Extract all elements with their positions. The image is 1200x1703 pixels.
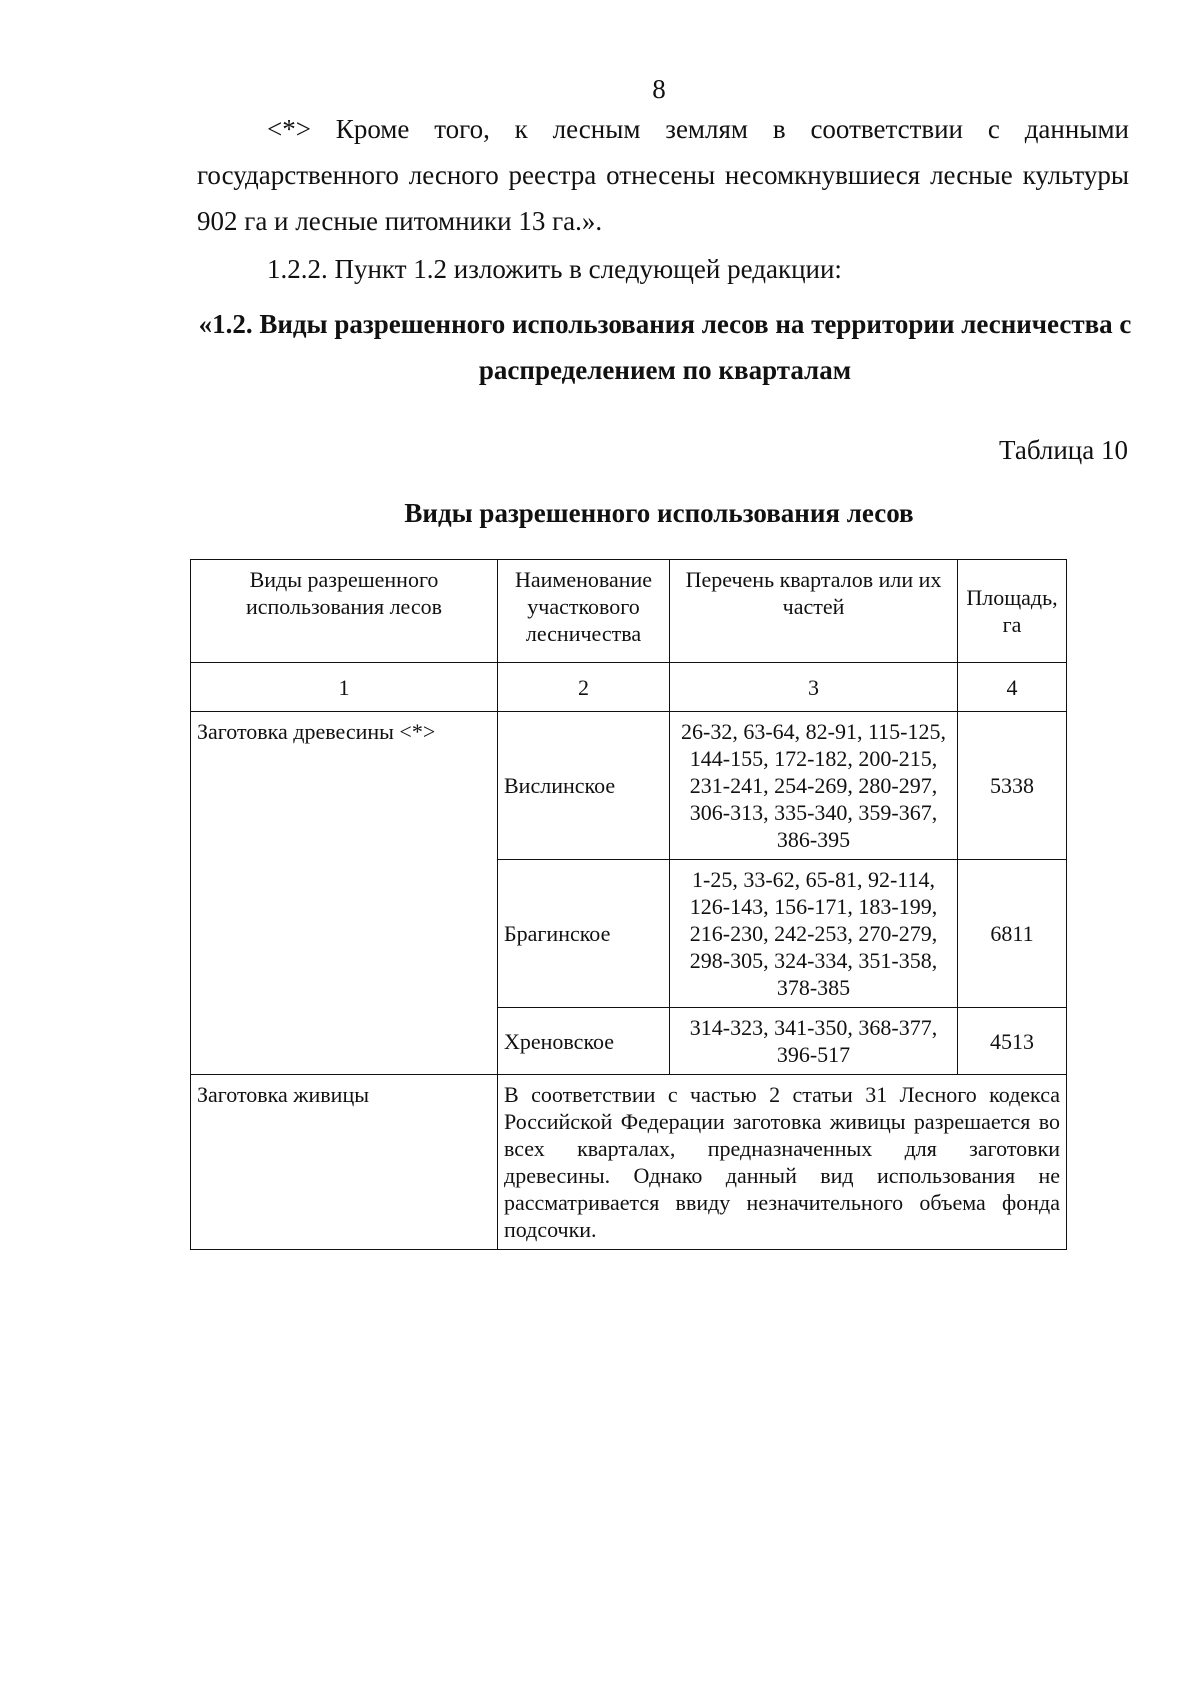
- use-type-cell: Заготовка живицы: [191, 1075, 498, 1250]
- table-number: Таблица 10: [999, 435, 1128, 465]
- forestry-cell: Брагинское: [498, 860, 670, 1008]
- area-cell: 4513: [958, 1008, 1067, 1075]
- header-forestry: Наименование участкового лесничества: [498, 560, 670, 663]
- forestry-cell: Вислинское: [498, 712, 670, 860]
- table-header-row: [191, 560, 1067, 663]
- quarters-cell: 1-25, 33-62, 65-81, 92-114, 126-143, 156-171, 183-199, 216-230, 242-253, 270-279, 298-305, 324-334, 351-358, 378-385: [670, 860, 958, 1008]
- column-number: 1: [191, 663, 498, 712]
- column-number: 4: [958, 663, 1067, 712]
- header-area: Площадь, га: [958, 560, 1067, 663]
- table-title: Виды разрешенного использования лесов: [404, 498, 914, 528]
- use-type-cell: Заготовка древесины <*>: [191, 712, 498, 1075]
- resin-note-cell: В соответствии с частью 2 статьи 31 Лесного кодекса Российской Федерации заготовка живицы разрешается во всех кварталах, предназначенных для заготовки древесины. Однако данный вид использования не рассматривается ввиду незначительного объема фонда подсочки.: [498, 1075, 1067, 1250]
- header-use-type: Виды разрешенного использования лесов: [191, 560, 498, 663]
- column-number: 2: [498, 663, 670, 712]
- column-number: 3: [670, 663, 958, 712]
- quarters-cell: 26-32, 63-64, 82-91, 115-125, 144-155, 172-182, 200-215, 231-241, 254-269, 280-297, 306-313, 335-340, 359-367, 386-395: [670, 712, 958, 860]
- table-row: [191, 712, 1067, 860]
- forestry-cell: Хреновское: [498, 1008, 670, 1075]
- footnote-paragraph: <*> Кроме того, к лесным землям в соответствии с данными государственного лесного реестра отнесены несомкнувшиеся лесные культуры 902 га и лесные питомники 13 га.».: [197, 114, 1129, 236]
- table-row: [191, 1075, 1067, 1250]
- forest-use-table: [190, 559, 1067, 1250]
- area-cell: 5338: [958, 712, 1067, 860]
- page-number: 8: [652, 74, 666, 104]
- header-quarters: Перечень кварталов или их частей: [670, 560, 958, 663]
- section-heading: «1.2. Виды разрешенного использования лесов на территории лесничества с распределением по кварталам: [198, 309, 1132, 385]
- area-cell: 6811: [958, 860, 1067, 1008]
- column-number-row: [191, 663, 1067, 712]
- quarters-cell: 314-323, 341-350, 368-377, 396-517: [670, 1008, 958, 1075]
- amendment-paragraph: 1.2.2. Пункт 1.2 изложить в следующей редакции:: [267, 254, 842, 284]
